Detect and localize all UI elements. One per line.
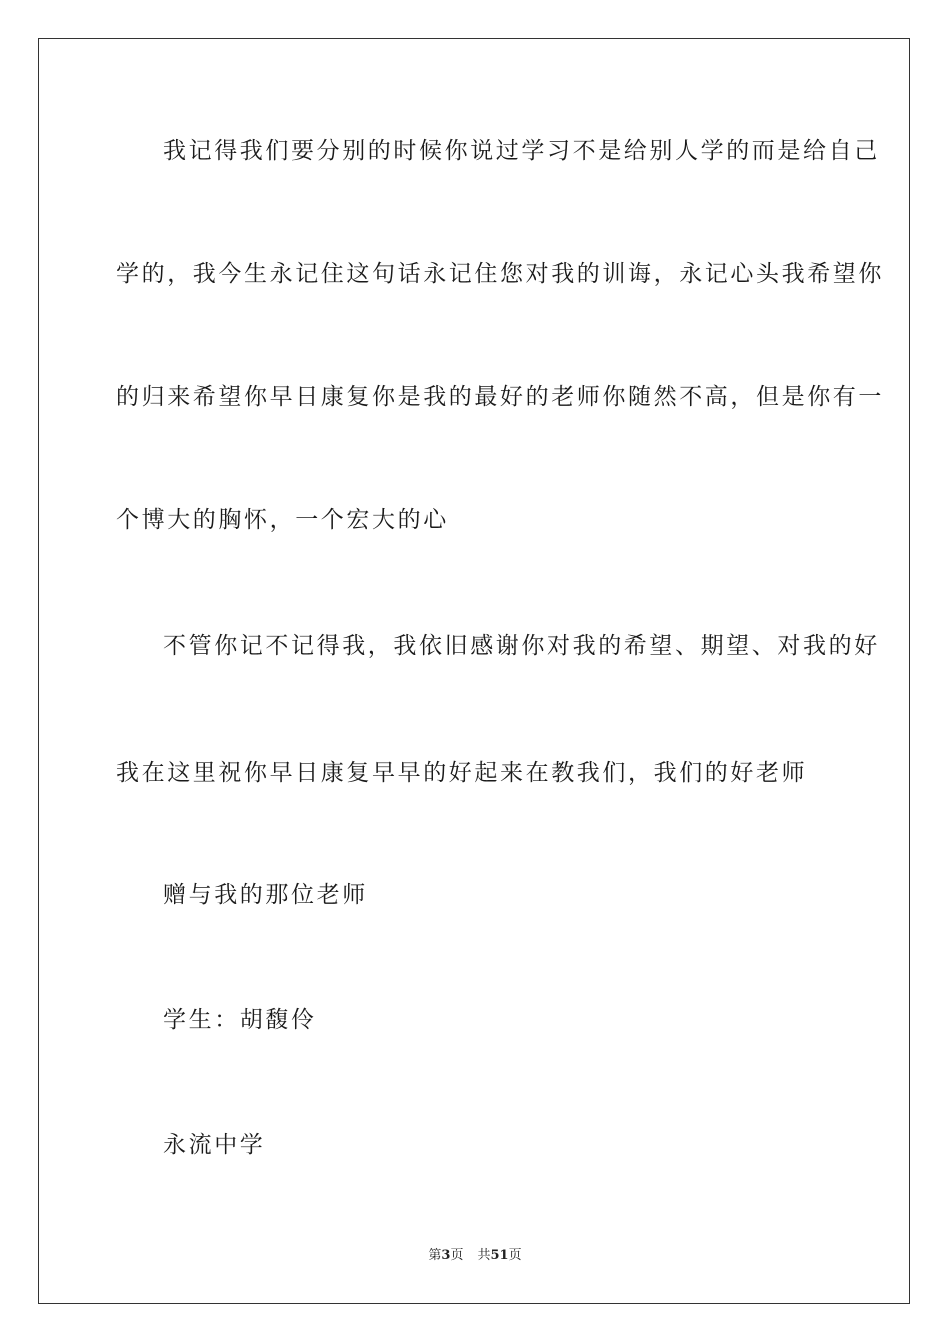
student-signature-line: 学生：胡馥伶: [163, 1007, 317, 1033]
footer-total-suffix: 页: [508, 1248, 522, 1263]
footer-page-number: 3: [441, 1248, 451, 1263]
body-line-6: 我在这里祝你早日康复早早的好起来在教我们，我们的好老师: [116, 760, 808, 786]
body-line-1: 我记得我们要分别的时候你说过学习不是给别人学的而是给自己: [163, 138, 880, 164]
footer-page-prefix: 第: [428, 1248, 442, 1263]
footer-total-prefix: 共: [477, 1248, 491, 1263]
footer-total-pages: 51: [490, 1248, 509, 1263]
school-line: 永流中学: [163, 1132, 266, 1158]
body-line-4: 个博大的胸怀，一个宏大的心: [116, 507, 449, 533]
page-frame: [38, 38, 910, 1304]
page-footer: [0, 1248, 950, 1264]
dedication-line: 赠与我的那位老师: [163, 882, 368, 908]
footer-page-suffix: 页: [450, 1248, 464, 1263]
body-line-3: 的归来希望你早日康复你是我的最好的老师你随然不高，但是你有一: [116, 384, 884, 410]
body-line-5: 不管你记不记得我，我依旧感谢你对我的希望、期望、对我的好: [163, 633, 880, 659]
body-line-2: 学的，我今生永记住这句话永记住您对我的训诲，永记心头我希望你: [116, 261, 884, 287]
